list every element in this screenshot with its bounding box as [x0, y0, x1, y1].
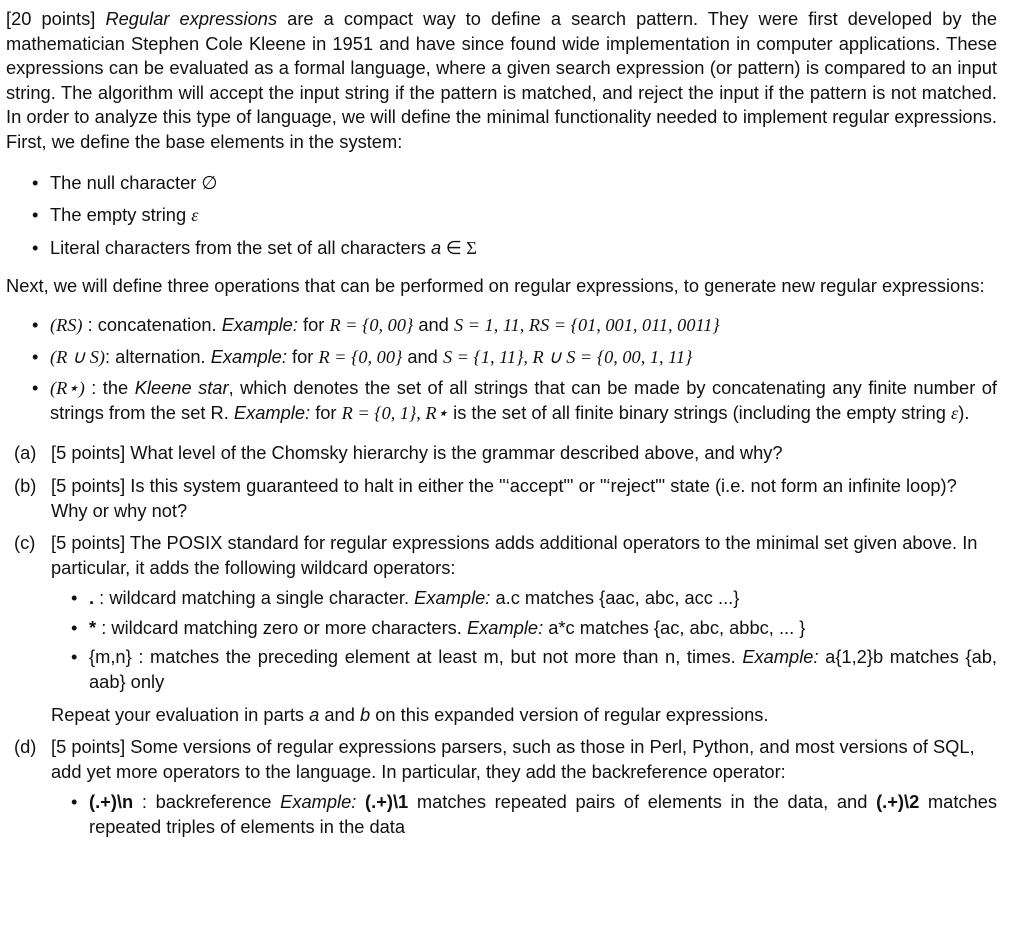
term-regular-expressions: Regular expressions	[105, 8, 278, 29]
null-text: The null character	[50, 171, 202, 193]
concat-and: and	[413, 313, 454, 335]
op-example: a.c matches {aac, abc, acc ...}	[490, 587, 740, 609]
concat-expr: (RS)	[50, 314, 83, 335]
part-d	[6, 735, 997, 839]
example-label: Example:	[742, 646, 819, 668]
alt-for: for	[286, 345, 319, 367]
posix-op-star	[71, 616, 997, 641]
op-alternation	[32, 345, 997, 370]
concat-desc: : concatenation.	[82, 313, 222, 335]
example-label: Example:	[221, 313, 298, 335]
op-desc: : wildcard matching zero or more characters.	[96, 616, 467, 638]
operations-intro: Next, we will define three operations that can be performed on regular expressions, to generate new regular expressions:	[6, 275, 985, 297]
example-label: Example:	[466, 616, 544, 638]
star-r-set: R = {0, 1}, R⋆	[341, 402, 449, 423]
epsilon-symbol: ε	[191, 205, 199, 226]
part-b	[6, 474, 997, 523]
posix-operators-list	[51, 586, 997, 694]
concat-r-set: R = {0, 00}	[329, 314, 414, 335]
points-label: [20 points]	[6, 8, 106, 29]
concat-s-set: S = 1, 11, RS = {01, 001, 011, 0011}	[453, 314, 720, 335]
intro-paragraph	[6, 7, 997, 155]
term-kleene-star: Kleene star	[134, 377, 229, 399]
repeat-and: and	[319, 703, 360, 725]
concat-for: for	[297, 313, 330, 335]
repeat-a: a	[309, 703, 320, 725]
part-a-text: [5 points] What level of the Chomsky hierarchy is the grammar described above, and why?	[51, 442, 783, 464]
base-item-literal	[32, 236, 997, 261]
op-desc: : backreference	[133, 791, 281, 813]
operations-list	[6, 313, 997, 425]
part-c	[6, 531, 997, 727]
op-symbol: .	[89, 587, 95, 609]
alt-and: and	[402, 345, 443, 367]
null-symbol: ∅	[201, 172, 218, 193]
op-example: a*c matches {ac, abc, abbc, ... }	[543, 616, 806, 638]
part-b-text: [5 points] Is this system guaranteed to halt in either the "‘accept"' or "‘reject"' state (i.e. not form an infinite loop)? Why or why not?	[51, 474, 957, 521]
star-for: for	[310, 401, 342, 423]
part-label: (d)	[14, 736, 37, 758]
star-close: ).	[958, 401, 970, 423]
alt-s-set: S = {1, 11}, R ∪ S = {0, 00, 1, 11}	[442, 346, 693, 367]
sigma-set: ∈ Σ	[441, 237, 477, 258]
alt-r-set: R = {0, 00}	[318, 346, 403, 367]
part-a	[6, 441, 997, 466]
literal-a: a	[431, 236, 442, 258]
op-symbol: *	[89, 616, 97, 638]
repeat-pre: Repeat your evaluation in parts	[51, 703, 310, 725]
example-label: Example:	[280, 791, 357, 813]
part-label: (c)	[14, 532, 36, 554]
star-desc2: , which denotes the set of all strings that can be made by concatenating any finite number of strings from the set R.	[50, 377, 998, 423]
op-example: a{1,2}b matches {ab, aab} only	[89, 646, 997, 693]
backref-mid: matches repeated pairs of elements in the data, and	[408, 791, 877, 813]
repeat-b: b	[359, 703, 371, 725]
repeat-post: on this expanded version of regular expressions.	[370, 703, 769, 725]
op-symbol: (.+)\n	[89, 791, 134, 813]
star-expr: (R⋆)	[50, 378, 85, 399]
epsilon-symbol: ε	[951, 402, 959, 423]
posix-op-range	[71, 645, 997, 694]
part-d-text: [5 points] Some versions of regular expressions parsers, such as those in Perl, Python, and most versions of SQL, add yet more operators to the language. In particular, they add the backreference operator:	[51, 736, 975, 782]
part-label: (a)	[14, 442, 37, 464]
backref-example-1: (.+)\1	[356, 791, 409, 813]
star-desc1: : the	[84, 377, 135, 399]
base-item-empty	[32, 203, 997, 228]
posix-op-dot	[71, 586, 997, 611]
base-item-null	[32, 171, 997, 196]
alt-expr: (R ∪ S)	[50, 346, 106, 367]
literal-text: Literal characters from the set of all characters	[50, 236, 432, 258]
op-desc: : wildcard matching a single character.	[94, 587, 415, 609]
base-elements-list	[6, 171, 997, 261]
example-label: Example:	[414, 587, 491, 609]
part-c-repeat	[51, 703, 997, 728]
backref-example-2: (.+)\2	[876, 791, 920, 813]
part-c-text: [5 points] The POSIX standard for regular expressions adds additional operators to the minimal set given above. In particular, it adds the following wildcard operators:	[51, 532, 978, 578]
empty-text: The empty string	[50, 204, 192, 226]
star-desc3: is the set of all finite binary strings (including the empty string	[448, 401, 952, 423]
question-parts	[6, 441, 997, 839]
example-label: Example:	[233, 401, 311, 423]
alt-desc: : alternation.	[105, 345, 211, 367]
op-desc: : matches the preceding element at least m, but not more than n, times.	[131, 646, 743, 668]
backreference-item	[71, 790, 997, 839]
backreference-list	[51, 790, 997, 839]
op-kleene-star	[32, 376, 997, 425]
op-concatenation	[32, 313, 997, 338]
intro-text: are a compact way to define a search pattern. They were first developed by the mathematician Stephen Cole Kleene in 1951 and have since found wide implementation in computer applications. These expressions can be evaluated as a formal language, where a given search expression (or pattern) is compared to an input string. The algorithm will accept the input string if the pattern is matched, and reject the input if the pattern is not matched. In order to analyze this type of language, we will define the minimal functionality needed to implement regular expressions. First, we define the base elements in the system:	[6, 8, 997, 152]
op-symbol: {m,n}	[89, 646, 132, 668]
part-label: (b)	[14, 474, 37, 496]
example-label: Example:	[210, 345, 287, 367]
backref-end: matches repeated triples of elements in the data	[89, 791, 998, 838]
